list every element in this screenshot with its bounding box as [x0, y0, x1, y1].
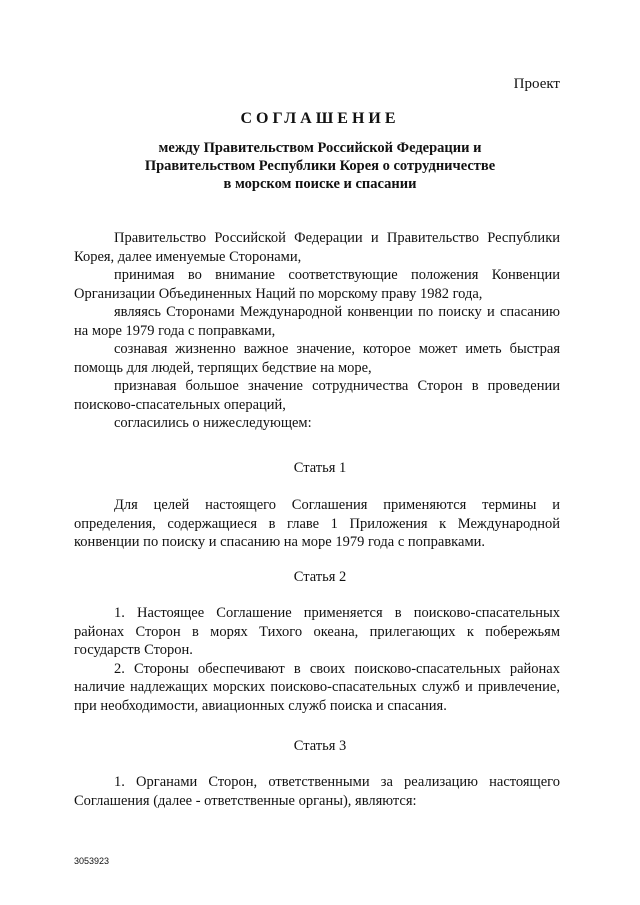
article-paragraph: 1. Настоящее Соглашение применяется в поисково-спасательных районах Сторон в морях Тихого океана, прилегающих к побережьям государств Сторон.: [74, 605, 560, 658]
document-subtitle: [0, 139, 640, 193]
preamble-paragraph: согласились о нижеследующем:: [114, 415, 312, 431]
preamble-paragraph: Правительство Российской Федерации и Правительство Республики Корея, далее именуемые Сторонами,: [74, 230, 560, 265]
article-paragraph: 2. Стороны обеспечивают в своих поисково-спасательных районах наличие надлежащих морских поисково-спасательных служб и привлечение, при необходимости, авиационных служб поиска и спасания.: [74, 660, 560, 714]
preamble-paragraph: являясь Сторонами Международной конвенции по поиску и спасанию на море 1979 года с поправками,: [74, 304, 560, 339]
article-1-body: [74, 496, 560, 552]
article-3-heading: Статья 3: [293, 738, 347, 754]
preamble-paragraph: принимая во внимание соответствующие положения Конвенции Организации Объединенных Наций по морскому праву 1982 года,: [74, 267, 560, 302]
preamble: [74, 229, 560, 433]
draft-mark: Проект: [513, 76, 560, 92]
document-code: 3053923: [74, 856, 110, 866]
subtitle-line: в морском поиске и спасании: [223, 176, 417, 192]
preamble-paragraph: сознавая жизненно важное значение, которое может иметь быстрая помощь для людей, терпящих бедствие на море,: [74, 341, 560, 376]
article-paragraph: 1. Органами Сторон, ответственными за реализацию настоящего Соглашения (далее - ответственные органы), являются:: [74, 774, 560, 809]
article-3-body: [74, 773, 560, 810]
subtitle-line: между Правительством Российской Федерации и: [158, 140, 482, 156]
preamble-paragraph: признавая большое значение сотрудничества Сторон в проведении поисково-спасательных операций,: [74, 378, 560, 413]
article-2-body: [74, 604, 560, 715]
document-title: СОГЛАШЕНИЕ: [240, 110, 400, 127]
article-paragraph: Для целей настоящего Соглашения применяются термины и определения, содержащиеся в главе 1 Приложения к Международной конвенции по поиску и спасанию на море 1979 года с поправками.: [74, 497, 560, 550]
article-2-heading: Статья 2: [293, 569, 347, 585]
article-1-heading: Статья 1: [293, 460, 347, 476]
subtitle-line: Правительством Республики Корея о сотрудничестве: [144, 158, 496, 174]
